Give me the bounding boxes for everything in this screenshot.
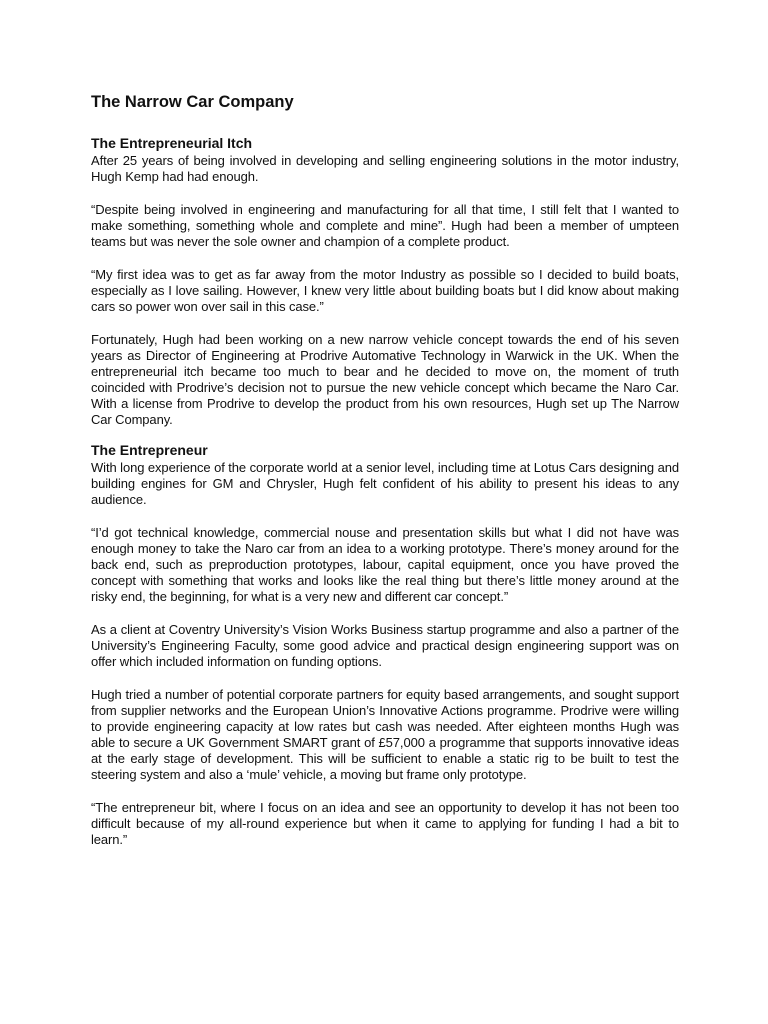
paragraph: Fortunately, Hugh had been working on a new narrow vehicle concept towards the end of his seven years as Director of Engineering at Prodrive Automative Technology in Warwick in the UK. When the entrepreneurial itch became too much to bear and he decided to move on, the moment of truth coincided with Prodrive’s decision not to pursue the new vehicle concept which became the Naro Car. With a license from Prodrive to develop the product from his own resources, Hugh set up The Narrow Car Company. [91,332,679,427]
paragraph: Hugh tried a number of potential corporate partners for equity based arrangements, and sought support from supplier networks and the European Union’s Innovative Actions programme. Prodrive were willing to provide engineering capacity at low rates but cash was needed. After eighteen months Hugh was able to secure a UK Government SMART grant of £57,000 a programme that supports innovative ideas at the early stage of development. This will be sufficient to enable a static rig to be built to test the steering system and also a ‘mule’ vehicle, a moving but frame only prototype. [91,687,679,782]
paragraph: As a client at Coventry University’s Vision Works Business startup programme and also a partner of the University’s Engineering Faculty, some good advice and practical design engineering support was on offer which included information on funding options. [91,622,679,669]
document-title: The Narrow Car Company [91,93,294,111]
section-heading: The Entrepreneurial Itch [91,135,253,151]
document-page [91,92,679,865]
paragraph: “I’d got technical knowledge, commercial nouse and presentation skills but what I did not have was enough money to take the Naro car from an idea to a working prototype. There’s money around for the back end, such as preproduction prototypes, labour, capital equipment, once you have proved the concept with something that works and looks like the real thing but there’s little money around at the risky end, the beginning, for what is a very new and different car concept.” [91,525,679,604]
paragraph: With long experience of the corporate world at a senior level, including time at Lotus Cars designing and building engines for GM and Chrysler, Hugh felt confident of his ability to present his ideas to any audience. [91,460,679,507]
paragraph: “The entrepreneur bit, where I focus on an idea and see an opportunity to develop it has not been too difficult because of my all-round experience but when it came to applying for funding I had a bit to learn.” [91,800,679,847]
section-entrepreneur [91,441,679,848]
paragraph: After 25 years of being involved in developing and selling engineering solutions in the motor industry, Hugh Kemp had had enough. [91,153,679,184]
paragraph: “Despite being involved in engineering and manufacturing for all that time, I still felt that I wanted to make something, something whole and complete and mine”. Hugh had been a member of umpteen teams but was never the sole owner and champion of a complete product. [91,202,679,249]
paragraph: “My first idea was to get as far away from the motor Industry as possible so I decided to build boats, especially as I love sailing. However, I knew very little about building boats but I did know about making cars so power won over sail in this case.” [91,267,679,314]
section-heading: The Entrepreneur [91,442,208,458]
section-entrepreneurial-itch [91,134,679,428]
